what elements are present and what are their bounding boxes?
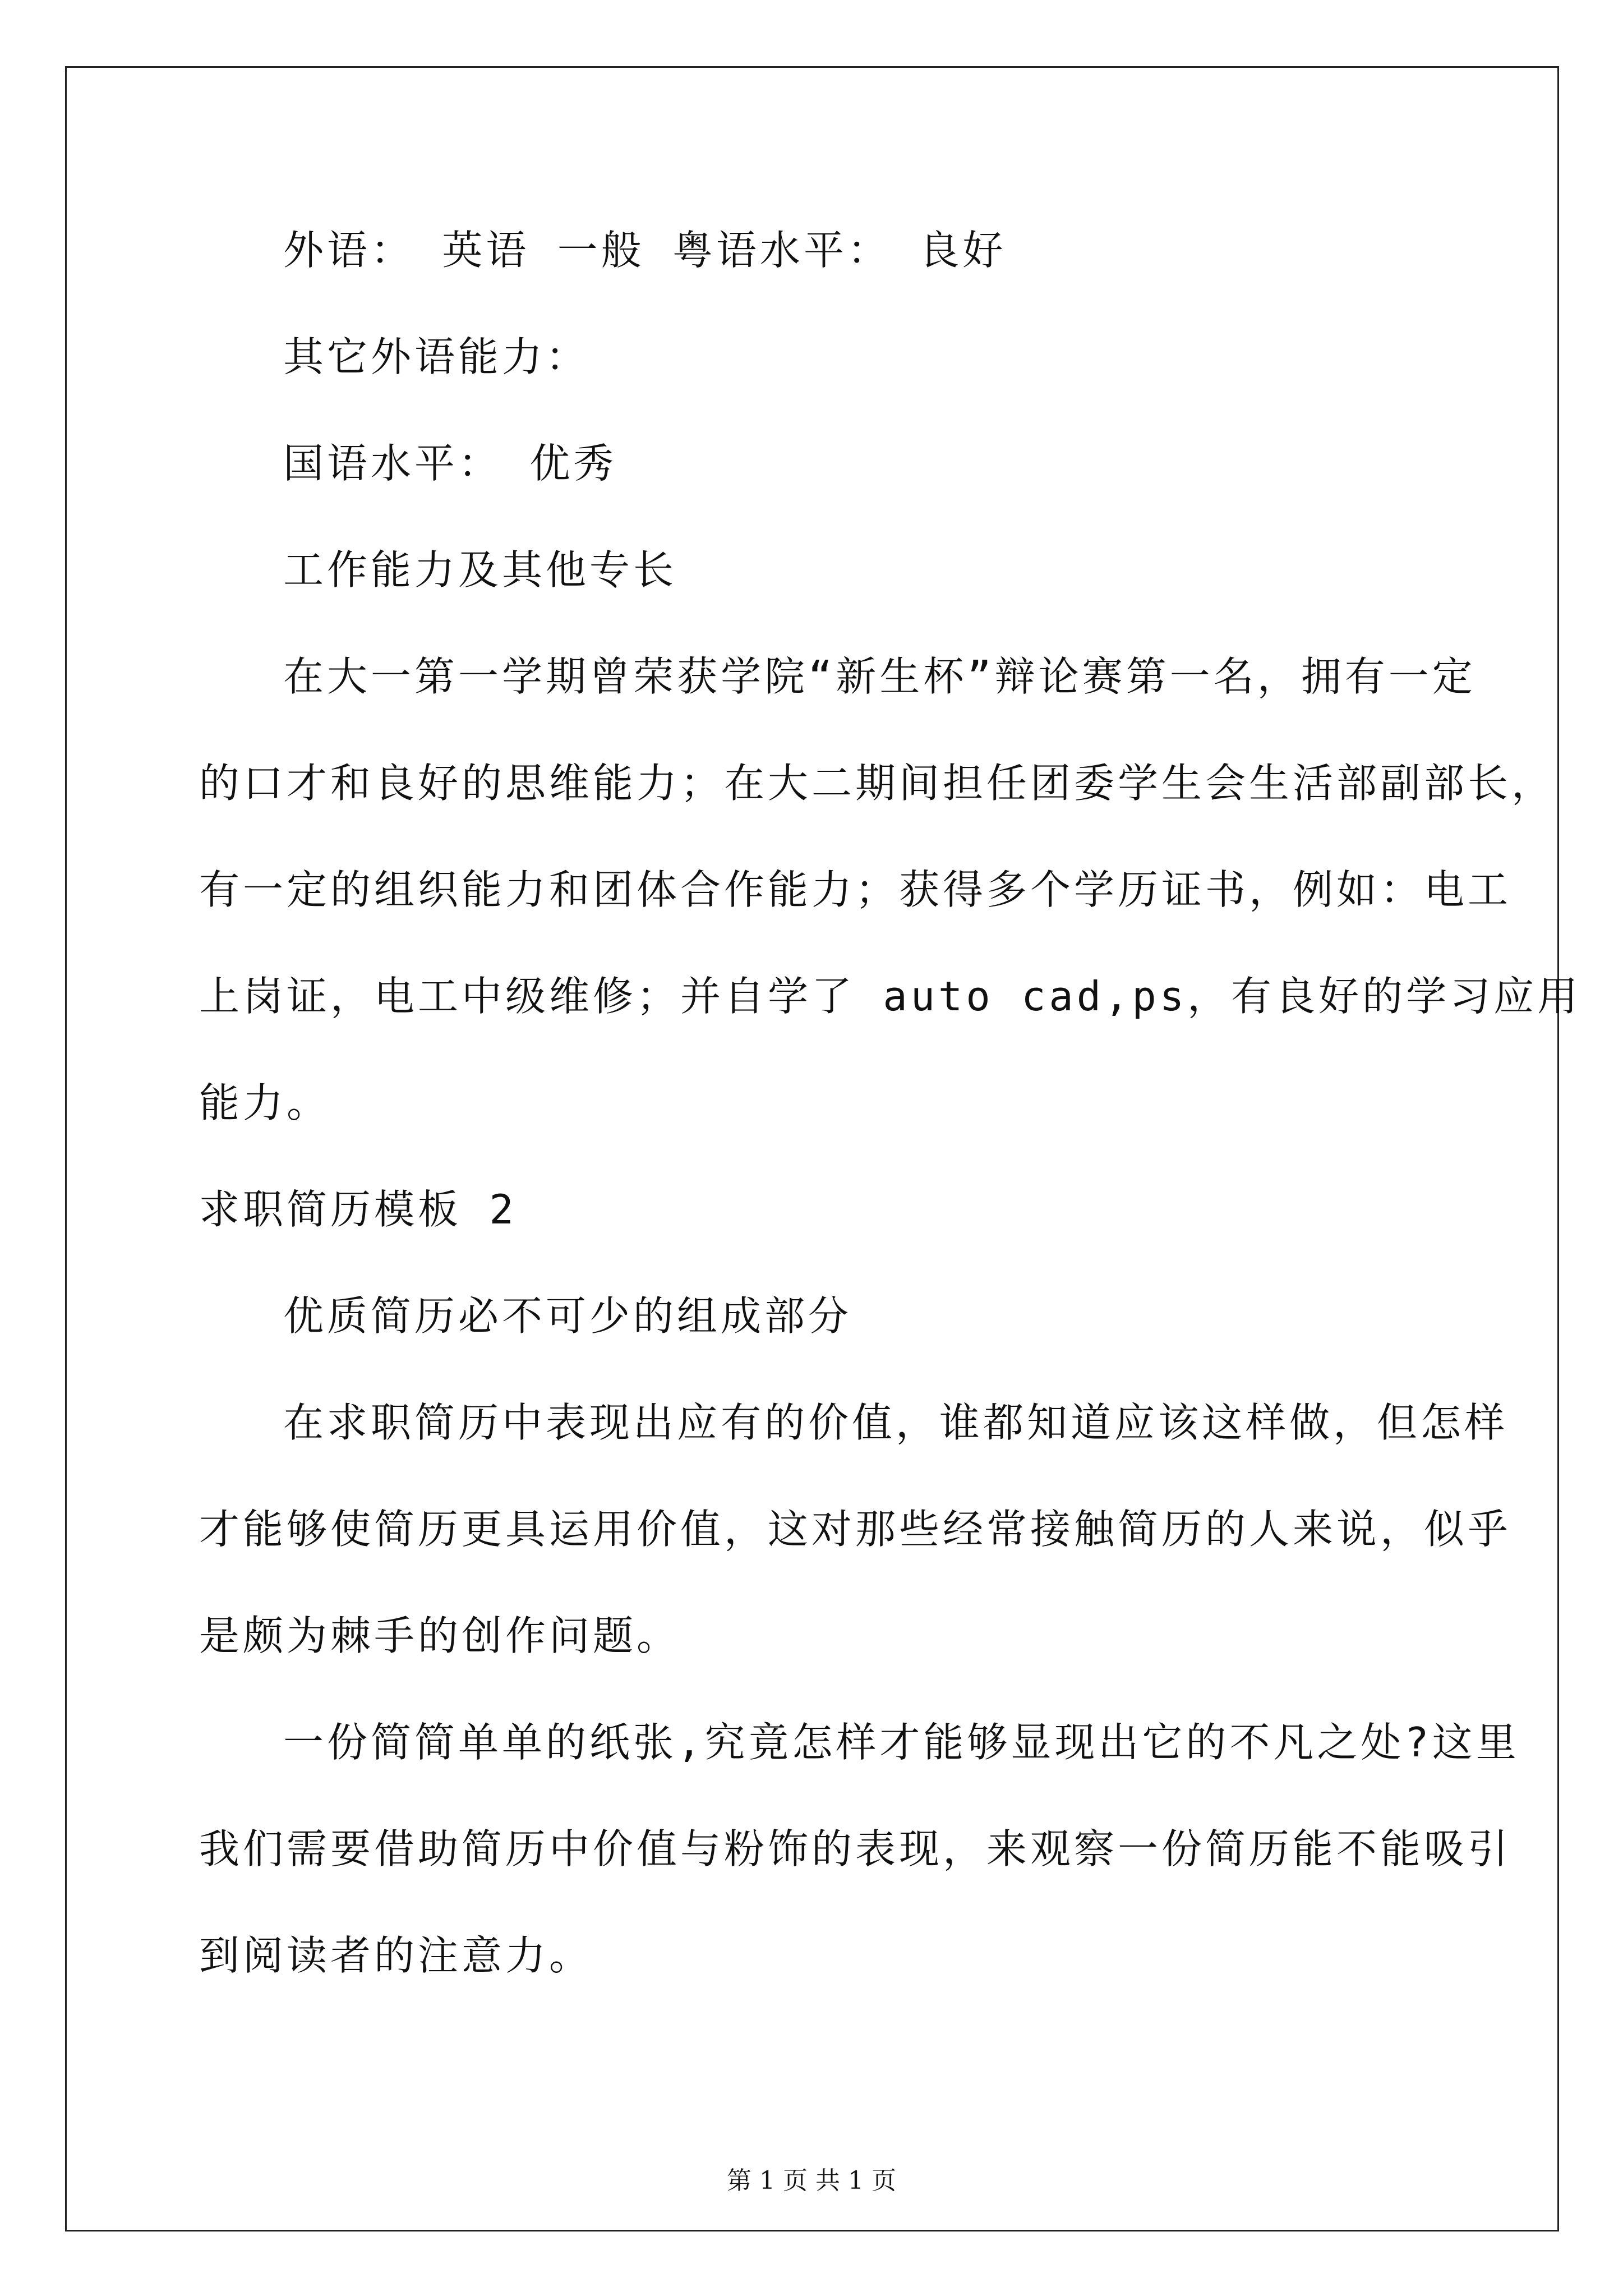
text-line-paragraph-1-line-3: 有一定的组织能力和团体合作能力；获得多个学历证书，例如：电工 xyxy=(199,866,1512,913)
text-line-mandarin-level: 国语水平： 优秀 xyxy=(283,440,617,487)
text-line-paragraph-1-line-1: 在大一第一学期曾荣获学院“新生杯”辩论赛第一名，拥有一定 xyxy=(283,653,1476,700)
text-line-paragraph-1-line-4: 上岗证，电工中级维修；并自学了 auto cad,ps，有良好的学习应用 xyxy=(199,973,1581,1020)
text-line-paragraph-2-line-2: 才能够使简历更具运用价值，这对那些经常接触简历的人来说，似乎 xyxy=(199,1506,1512,1553)
section-title-template-2: 求职简历模板 2 xyxy=(199,1186,517,1233)
text-line-paragraph-3-line-3: 到阅读者的注意力。 xyxy=(199,1932,593,1979)
text-line-foreign-language: 外语： 英语 一般 粤语水平： 良好 xyxy=(283,227,1007,274)
page-footer: 第 1 页 共 1 页 xyxy=(727,2166,896,2195)
text-line-paragraph-1-line-5: 能力。 xyxy=(199,1079,331,1126)
text-line-paragraph-2-line-1: 在求职简历中表现出应有的价值，谁都知道应该这样做，但怎样 xyxy=(283,1399,1509,1446)
section-heading-work-ability: 工作能力及其他专长 xyxy=(283,546,677,593)
section-heading-essential-parts: 优质简历必不可少的组成部分 xyxy=(283,1292,852,1340)
text-line-paragraph-2-line-3: 是颇为棘手的创作问题。 xyxy=(199,1612,681,1659)
text-line-other-languages: 其它外语能力： xyxy=(283,333,590,380)
page-frame xyxy=(65,66,1559,2231)
text-line-paragraph-3-line-1: 一份简简单单的纸张,究竟怎样才能够显现出它的不凡之处?这里 xyxy=(283,1719,1520,1766)
text-line-paragraph-3-line-2: 我们需要借助简历中价值与粉饰的表现，来观察一份简历能不能吸引 xyxy=(199,1825,1512,1872)
text-line-paragraph-1-line-2: 的口才和良好的思维能力；在大二期间担任团委学生会生活部副部长， xyxy=(199,760,1556,807)
